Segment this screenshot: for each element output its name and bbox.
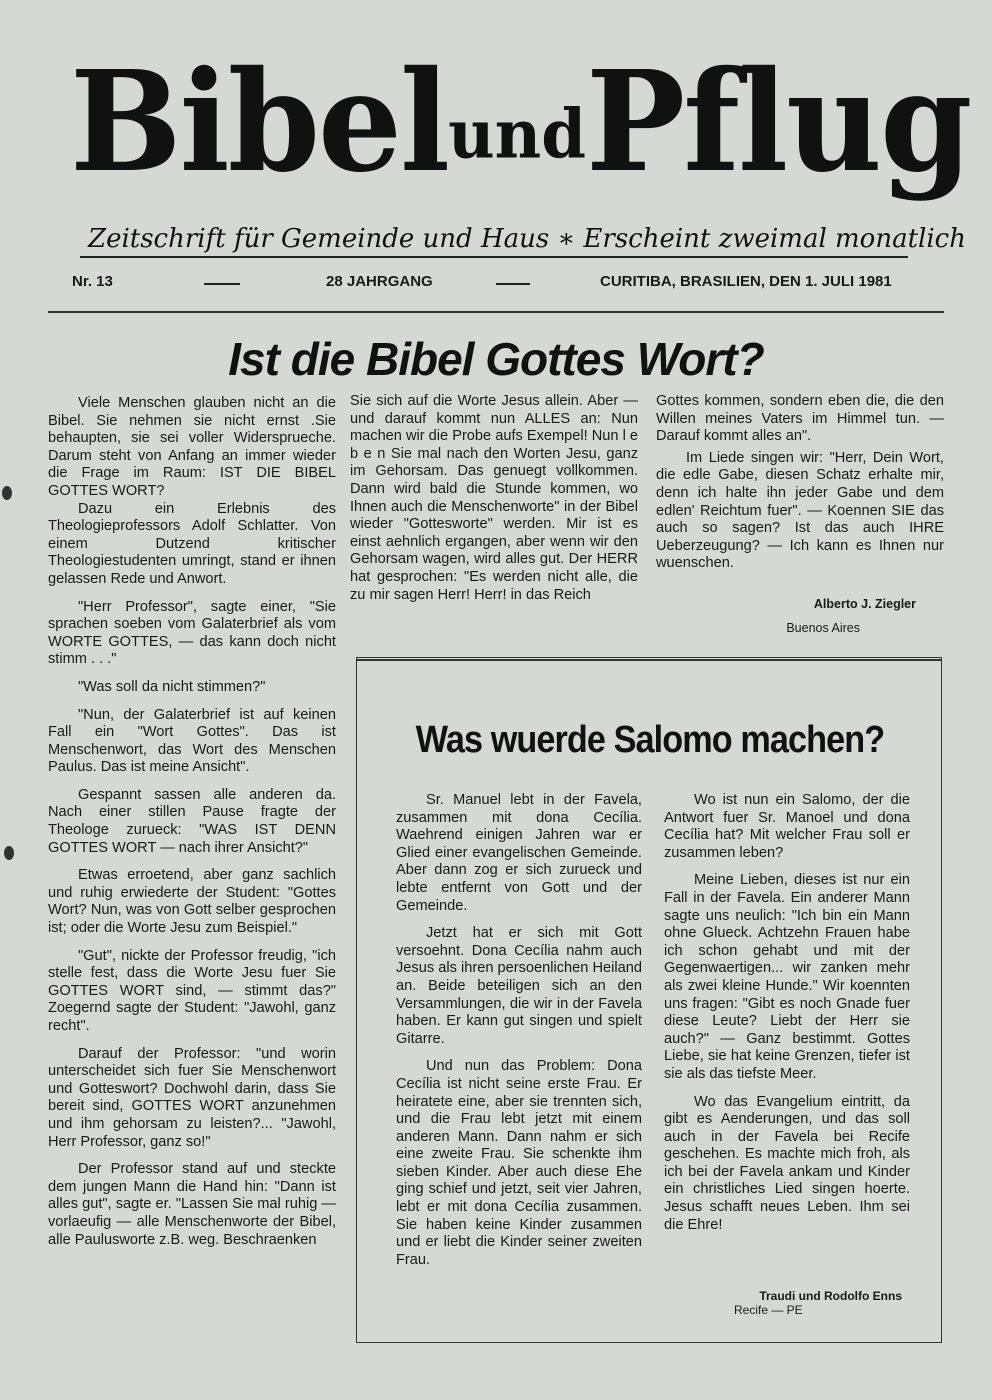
article1-author-place: Buenos Aires: [786, 621, 860, 635]
paragraph: Gottes kommen, sondern eben die, die den Willen meines Vaters im Himmel tun. — Darauf kommt alles an".: [656, 393, 944, 445]
paragraph: Sie sich auf die Worte Jesus allein. Aber — und darauf kommt nun ALLES an: Nun machen wir die Probe aufs Exempel! Nun l e b e n Sie mal nach den Worten Jesu, ganz im Gehorsam. Das genuegt vollkommen. Dann wird bald die Stunde kommen, wo Ihnen auch die Menschenworte" in der Bibel wieder "Gottesworte" werden. Mir ist es einst aehnlich ergangen, aber wenn wir den Gehorsam wagen, wird alles gut. Der HERR hat gesprochen: "Es werden nicht alle, die zu mir sagen Herr! Herr! in das Reich: [350, 393, 638, 603]
masthead-title-right: Pflug: [585, 40, 971, 204]
divider-dash: [496, 283, 530, 285]
paragraph: "Was soll da nicht stimmen?": [78, 678, 266, 695]
article2-author-place: Recife — PE: [734, 1303, 803, 1317]
issue-number: Nr. 13: [72, 273, 113, 290]
paragraph: Etwas erroetend, aber ganz sachlich und ruhig erwiederte der Student: "Gottes Wort? Nun, was von Gott selber gesprochen ist; oder die Worte Jesu zum Beispiel.": [48, 867, 336, 937]
paragraph: "Gut", nickte der Professor freudig, "ich stelle fest, dass die Worte Jesu fuer Sie GOTTES WORT sind, — stimmt das?" Zoegernd sagte der Student: "Jawohl, ganz recht".: [48, 947, 336, 1034]
paragraph: "Nun, der Galaterbrief ist auf keinen Fall ein "Wort Gottes". Das ist Menschenwort, das Wort des Menschen Paulus. Das ist meine Ansicht".: [48, 706, 336, 776]
divider-dash: [204, 283, 240, 285]
masthead-title-left: Bibel: [70, 40, 449, 204]
masthead-subtitle: Zeitschrift für Gemeinde und Haus ∗ Erscheint zweimal monatlich: [88, 224, 966, 254]
article1-column-2: [350, 393, 638, 604]
masthead-title-mid: und: [448, 95, 586, 175]
issue-place-date: CURITIBA, BRASILIEN, DEN 1. JULI 1981: [600, 273, 892, 290]
punch-hole: [2, 486, 12, 500]
article1-author: Alberto J. Ziegler: [813, 597, 916, 611]
header-rule: [48, 311, 944, 313]
article1-column-1: [48, 395, 336, 1249]
paragraph: Meine Lieben, dieses ist nur ein Fall in der Favela. Ein anderer Mann sagte uns neulich: "Ich bin ein Mann ohne Glueck. Achtzehn Frauen habe ich schon gehabt und mit der Gegenwaertigen... wir zanken mehr als zwei kleine Hunde." Wir koennten uns fragen: "Gibt es noch Gnade fuer diese Leute? Liebt der Herr sie auch?" — Ganz bestimmt. Gottes Liebe, sie hat keine Grenzen, tiefer ist sie als das tiefste Meer.: [664, 872, 910, 1082]
box-rule: [356, 659, 942, 661]
paragraph: Jetzt hat er sich mit Gott versoehnt. Dona Cecília nahm auch Jesus als ihren persoenlichen Heiland an. Beide beteiligen sich an den Versammlungen, die wir in der Favela haben. Er kann gut singen und spielt Gitarre.: [396, 925, 642, 1047]
paragraph: Darauf der Professor: "und worin unterscheidet sich fuer Sie Menschenwort und Gotteswort? Dochwohl darin, dass Sie bereit sind, GOTTES WORT anzunehmen und ihm gehorsam zu leisten?... "Jawohl, Herr Professor, ganz so!": [48, 1045, 336, 1150]
paragraph: Wo das Evangelium eintritt, da gibt es Aenderungen, und das soll auch in der Favela bei Recife geschehen. Es machte mich froh, als ich bei der Favela ankam und Kinder ein christliches Lied singen hoerte. Jesus schafft neues Leben. Ihm sei die Ehre!: [664, 1093, 910, 1233]
article1-headline: Ist die Bibel Gottes Wort?: [228, 333, 764, 385]
paragraph: Dazu ein Erlebnis des Theologieprofessors Adolf Schlatter. Von einem Dutzend kritischer Theologiestudenten umringt, stand er ihnen gelassen Rede und Anwort.: [48, 500, 336, 587]
article2-column-1: [396, 792, 642, 1269]
punch-hole: [4, 846, 14, 860]
paragraph: Der Professor stand auf und steckte dem jungen Mann die Hand hin: "Dann ist alles gut", sagte er. "Lassen Sie mal ruhig — vorlaeufig — alle Menschenworte der Bibel, alle Paulusworte z.B. weg. Beschraenken: [48, 1161, 336, 1248]
paragraph: "Herr Professor", sagte einer, "Sie sprachen soeben vom Galaterbrief als vom WORTE GOTTES, — das kann doch nicht stimm . . .": [48, 598, 336, 668]
paragraph: Sr. Manuel lebt in der Favela, zusammen mit dona Cecília. Waehrend einigen Jahren war er Glied einer evangelischen Gemeinde. Aber dann zog er sich zurueck und lebte entfernt von Gott und der Gemeinde.: [396, 792, 642, 914]
paragraph: Im Liede singen wir: "Herr, Dein Wort, die edle Gabe, diesen Schatz erhalte mir, denn ich halte ihn jeder Gabe und dem edlen' Reichtum fuer". — Koennen SIE das auch so sagen? Ist das auch IHRE Ueberzeugung? — Ich kann es Ihnen nur wuenschen.: [656, 449, 944, 572]
subtitle-underline: [80, 256, 908, 258]
article1-column-3: [656, 393, 944, 573]
article2-headline: Was wuerde Salomo machen?: [415, 719, 885, 761]
article2-column-2: [664, 792, 910, 1234]
article2-author: Traudi und Rodolfo Enns: [759, 1289, 902, 1303]
paragraph: Wo ist nun ein Salomo, der die Antwort fuer Sr. Manoel und dona Cecília hat? Mit welcher Frau soll er zusammen leben?: [664, 792, 910, 861]
paragraph: Gespannt sassen alle anderen da. Nach einer stillen Pause fragte der Theologe zurueck: "WAS IST DENN GOTTES WORT — nach ihrer Ansicht?": [48, 786, 336, 856]
masthead-title: [70, 40, 971, 212]
paragraph: Viele Menschen glauben nicht an die Bibel. Sie nehmen sie nicht ernst .Sie behaupten, sie sei voller Widersprueche. Darum steht von Anfang an immer wieder die Frage im Raum: IST DIE BIBEL GOTTES WORT?: [48, 395, 336, 499]
paragraph: Und nun das Problem: Dona Cecília ist nicht seine erste Frau. Er heiratete eine, aber sie trennten sich, und die Frau lebt jetzt mit einem anderen Mann. Dann nahm er sich eine zweite Frau. Sie schenkte ihm sieben Kinder. Aber auch diese Ehe ging schief und jetzt, seit vier Jahren, lebt er mit dona Cecília zusammen. Sie haben keine Kinder zusammen und er liebt die Kinder seiner zweiten Frau.: [396, 1058, 642, 1268]
issue-volume: 28 JAHRGANG: [326, 273, 433, 290]
